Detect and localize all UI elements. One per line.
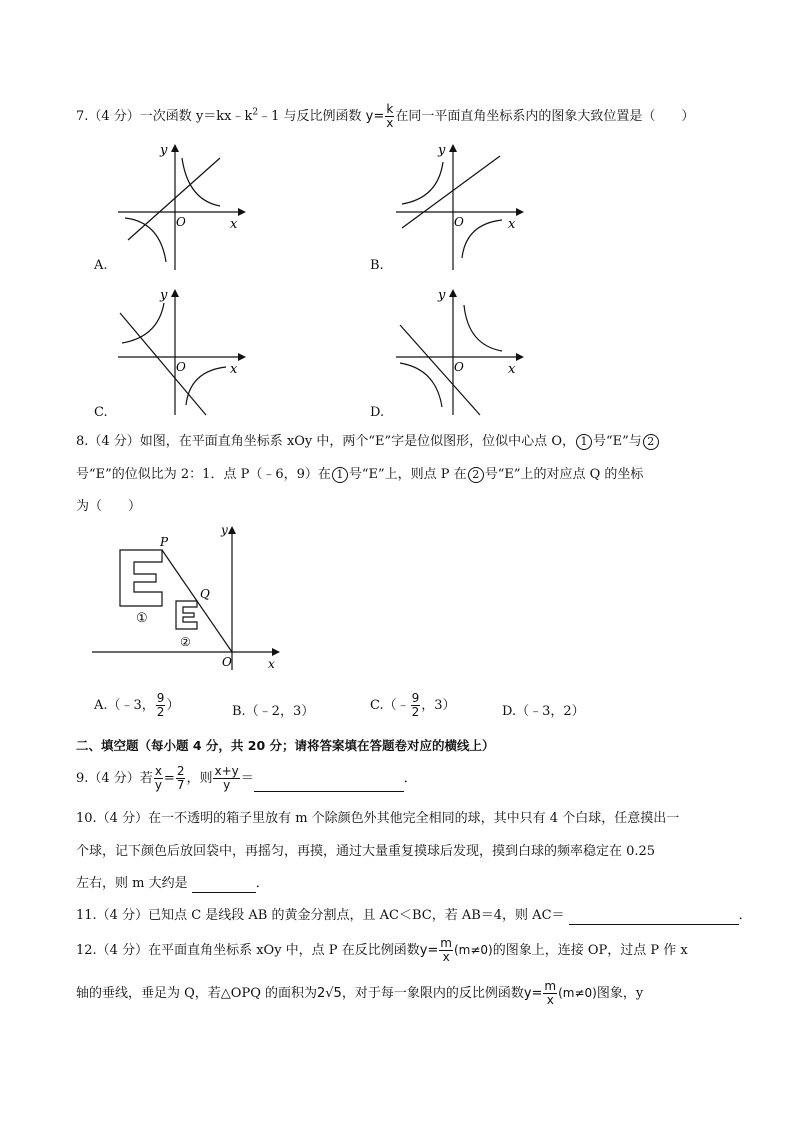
q9-eq: = [163,771,175,786]
q8-circled-2b: 2 [468,467,484,483]
q7-frac-den: x [386,116,394,130]
q8-circled-1: 1 [576,434,592,450]
q7-a-x: x [230,217,238,232]
q12-func-prefix: y= [419,943,439,958]
q8-figure [90,520,290,675]
q8-line2c-text: 号“E”上的对应点 Q 的坐标 [484,467,644,482]
q7-graph-b [388,140,528,275]
q9 [76,765,417,792]
q7-d-y: y [438,288,446,303]
q10-line3a: 左右，则 m 大约是 [76,876,188,891]
q8-label-y: y [221,523,228,537]
q7-a-o: O [176,215,186,229]
q9-end: ． [403,771,417,786]
q7-option-d[interactable]: D. [370,405,385,420]
q7-c-y: y [160,288,168,303]
q8-label-1: ① [136,611,148,626]
q8-option-b[interactable]: B.（﹣2，3） [232,704,315,719]
q12-cond-2: (m≠0) [558,986,597,1000]
q8-line3: 为（ ） [76,499,142,514]
q7-func-prefix: y= [365,109,385,124]
q7-option-a[interactable]: A. [94,258,108,273]
q7-d-x: x [508,362,516,377]
q8-line2b-text: 号“E”上，则点 P 在 [348,467,467,482]
q8-line1b-text: 号“E”与 [592,434,642,449]
q8-label-p: P [160,535,169,549]
q9-frac-2 [176,765,186,792]
q7-c-o: O [176,360,186,374]
q8-circled-1b: 1 [332,467,348,483]
q12-post: 的图象上，连接 OP，过点 P 作 x [492,943,688,958]
q8-opt-c-pre: C.（﹣ [370,698,410,713]
q8-line2 [76,466,643,484]
q7-graph-d [388,285,528,420]
q7-b-x: x [508,217,516,232]
q7-fraction [385,103,394,130]
q8-opt-a-post: ） [166,698,180,713]
q7-graph-a [110,140,250,275]
q10-line1: 10.（4 分）在一不透明的箱子里放有 m 个除颜色外其他完全相同的球，其中只有 4 个白球，任意摸出一 [76,811,680,826]
q8-label-q: Q [200,587,210,601]
q10-line3 [76,874,269,893]
q8-opt-c-post: ，3） [421,698,456,713]
q8-option-d[interactable]: D.（﹣3，2） [502,704,585,719]
q8-line2a-text: 号“E”的位似比为 2：1．点 P（﹣6，9）在 [76,467,331,482]
q9-frac-3 [213,765,239,792]
q10-answer-blank[interactable] [192,874,256,893]
q10-line2: 个球，记下颜色后放回袋中，再摇匀，再摸，通过大量重复摸球后发现，摸到白球的频率稳定在 0.25 [76,844,656,859]
q7-b-o: O [454,215,464,229]
q7-stem [76,103,694,130]
q8-circled-2: 2 [643,434,659,450]
q11-answer-blank[interactable] [569,906,739,925]
q12-line2 [76,980,643,1007]
q8-label-x: x [268,657,275,671]
q7-frac-num: k [386,102,394,116]
q8-label-o: O [222,655,232,669]
q12-f-num: m [440,936,452,950]
q8-opt-c-num: 9 [411,691,420,705]
q7-c-x: x [230,362,238,377]
q7-a-y: y [160,143,168,158]
q12-line2a: 轴的垂线，垂足为 Q，若△OPQ 的面积为 [76,986,317,1001]
q9-frac-1 [154,765,163,792]
q9-answer-blank[interactable] [254,773,404,792]
q7-text-b: ﹣1 与反比例函数 [258,109,362,124]
q9-pre: 9.（4 分）若 [76,771,153,786]
q8-opt-a-num: 9 [156,691,165,705]
q11-end: ． [738,908,752,923]
q8-line1-text: 8.（4 分）如图，在平面直角坐标系 xOy 中，两个“E”字是位似图形，位似中心点 O， [76,434,575,449]
q8-opt-c-frac [411,692,421,719]
q7-b-y: y [438,143,446,158]
q8-label-2: ② [180,635,191,649]
q11-text: 11.（4 分）已知点 C 是线段 AB 的黄金分割点，且 AC＜BC，若 AB＝4，则 AC＝ [76,908,565,923]
q7-d-o: O [454,360,464,374]
q10-line3b: ． [255,876,269,891]
q11 [76,906,752,925]
q9-f1-den: y [154,778,162,792]
q8-option-a[interactable] [94,692,179,719]
q7-graph-c [110,285,250,420]
q7-text-c: 在同一平面直角坐标系内的图象大致位置是（ ） [395,109,695,124]
q12-line2b: ，对于每一象限内的反比例函数 [341,986,524,1001]
q9-f2-num: 2 [176,764,185,778]
q8-opt-a-frac [156,692,166,719]
q8-opt-c-den: 2 [411,705,420,719]
q9-mid: ，则 [186,771,213,786]
q9-f2-den: 7 [176,778,185,792]
q8-opt-a-pre: A.（﹣3， [94,698,155,713]
q8-option-c[interactable] [370,692,456,719]
q12-f-den: x [442,950,450,964]
q7-text-a: 7.（4 分）一次函数 y＝kx﹣k [76,109,253,124]
q12-line2c: 图象，y [596,986,644,1001]
q7-sup: 2 [252,107,259,118]
q9-f1-num: x [154,764,162,778]
q9-f3-num: x+y [214,764,239,778]
q8-opt-a-den: 2 [156,705,165,719]
q12-f-num-2: m [544,979,557,993]
q12-func-prefix-2: y= [523,986,543,1001]
q12-frac [439,937,453,964]
q12-f-den-2: x [546,993,554,1007]
q7-option-b[interactable]: B. [370,258,384,273]
q12-line1 [76,937,688,964]
q12-frac-2 [543,980,557,1007]
q12-pre: 12.（4 分）在平面直角坐标系 xOy 中，点 P 在反比例函数 [76,943,420,958]
q9-post: ＝ [240,771,254,786]
q7-option-c[interactable]: C. [94,405,108,420]
q9-f3-den: y [223,778,231,792]
section-2-header: 二、填空题（每小题 4 分，共 20 分；请将答案填在答题卷对应的横线上） [76,738,495,753]
q8-line1 [76,433,660,451]
q12-cond: (m≠0) [454,943,493,957]
q12-area: 2√5 [316,986,342,1001]
